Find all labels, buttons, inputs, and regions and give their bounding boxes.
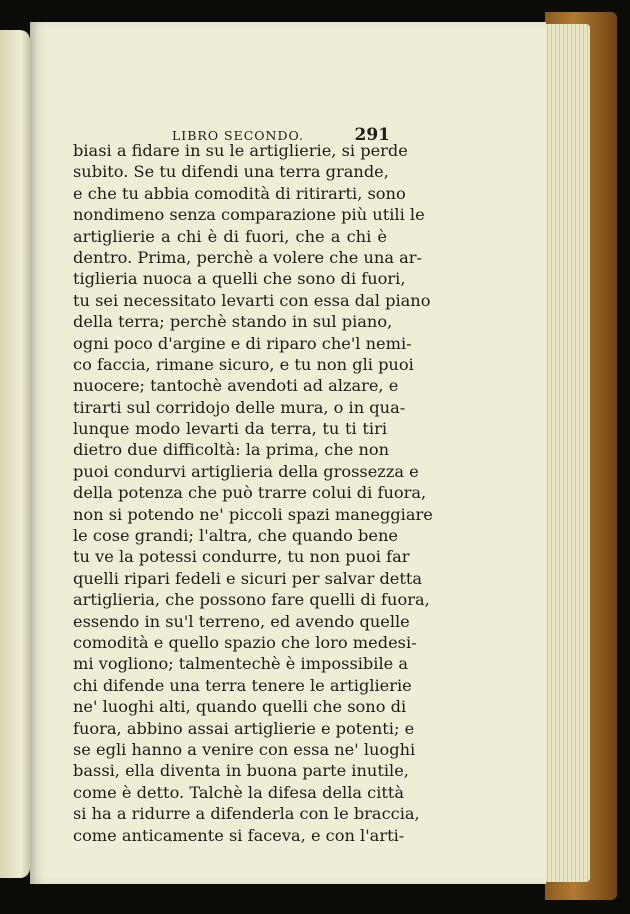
text-line: quelli ripari fedeli e sicuri per salvar detta	[73, 568, 423, 588]
text-line: dentro. Prima, perchè a volere che una ar-	[73, 247, 422, 267]
text-line: artiglieria, che possono fare quelli di fuora,	[73, 590, 430, 610]
text-line: puoi condurvi artiglieria della grossezza e	[73, 461, 419, 481]
left-page-edge	[0, 30, 30, 878]
text-line: bassi, ella diventa in buona parte inutile,	[73, 761, 409, 781]
page-number: 291	[354, 125, 390, 145]
text-line: non si potendo ne' piccoli spazi maneggiare	[73, 504, 433, 524]
text-line: se egli hanno a venire con essa ne' luoghi	[73, 739, 416, 759]
text-line: mi vogliono; talmentechè è impossibile a	[73, 654, 409, 674]
text-line: essendo in su'l terreno, ed avendo quelle	[73, 611, 410, 631]
text-line: come è detto. Talchè la difesa della città	[73, 782, 405, 802]
text-line: co faccia, rimane sicuro, e tu non gli puoi	[73, 354, 414, 374]
text-line: si ha a ridurre a difenderla con le braccia,	[73, 804, 420, 824]
text-line: tiglieria nuoca a quelli che sono di fuori,	[73, 269, 406, 289]
running-head: LIBRO SECONDO.	[172, 128, 305, 143]
text-line: come anticamente si faceva, e con l'arti-	[73, 825, 405, 845]
text-line: fuora, abbino assai artiglierie e potenti; e	[73, 718, 415, 738]
text-line: nondimeno senza comparazione più utili le	[73, 205, 425, 225]
text-line: ogni poco d'argine e di riparo che'l nemi-	[73, 333, 412, 353]
text-line: subito. Se tu difendi una terra grande,	[73, 162, 389, 182]
text-line: dietro due difficoltà: la prima, che non	[73, 440, 390, 460]
text-line: biasi a fidare in su le artiglierie, si perde	[73, 141, 408, 160]
text-line: tu sei necessitato levarti con essa dal piano	[73, 290, 431, 310]
text-line: tu ve la potessi condurre, tu non puoi far	[73, 547, 410, 567]
text-line: ne' luoghi alti, quando quelli che sono di	[73, 697, 407, 717]
text-line: comodità e quello spazio che loro medesi-	[73, 632, 417, 652]
text-line: e che tu abbia comodità di ritirarti, sono	[73, 183, 406, 203]
text-line: della terra; perchè stando in sul piano,	[73, 312, 393, 332]
body-text	[73, 140, 433, 846]
text-line: le cose grandi; l'altra, che quando bene	[73, 526, 398, 546]
text-line: lunque modo levarti da terra, tu ti tiri	[73, 419, 387, 439]
text-line: artiglierie a chi è di fuori, che a chi è	[73, 226, 387, 246]
text-line: della potenza che può trarre colui di fuora,	[73, 483, 427, 503]
text-line: nuocere; tantochè avendoti ad alzare, e	[73, 376, 399, 396]
text-line: tirarti sul corridojo delle mura, o in qua-	[73, 397, 406, 417]
text-line: chi difende una terra tenere le artiglierie	[73, 675, 412, 695]
